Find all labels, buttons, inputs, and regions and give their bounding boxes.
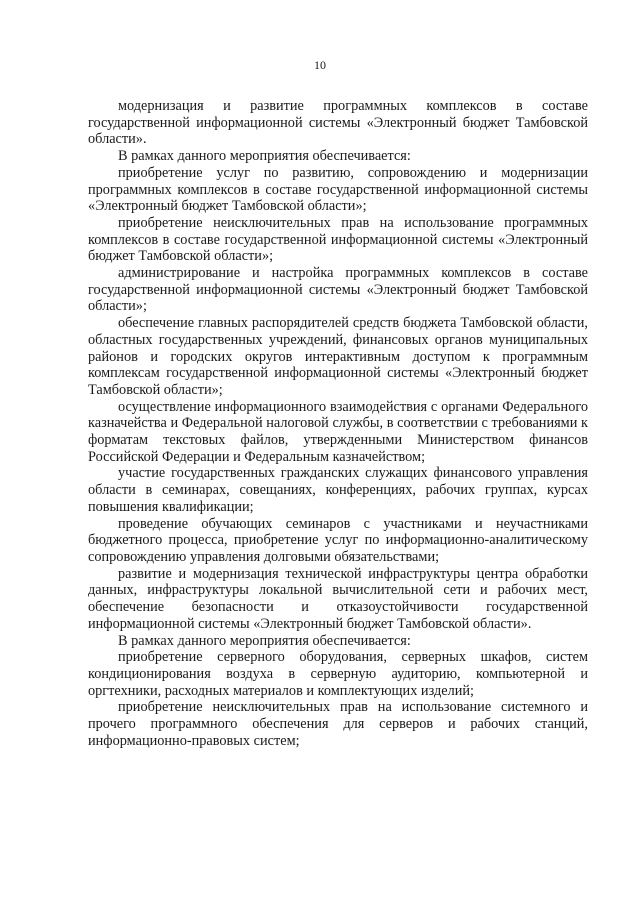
- paragraph: участие государственных гражданских служащих финансового управления области в семинарах, совещаниях, конференциях, рабочих группах, курсах повышения квалификации;: [88, 465, 588, 515]
- document-body: [88, 98, 588, 749]
- paragraph: В рамках данного мероприятия обеспечивается:: [118, 632, 411, 649]
- paragraph: администрирование и настройка программных комплексов в составе государственной информационной системы «Электронный бюджет Тамбовской области»;: [88, 265, 588, 315]
- paragraph: приобретение серверного оборудования, серверных шкафов, систем кондиционирования воздуха в серверную аудиторию, компьютерной и оргтехники, расходных материалов и комплектующих изделий;: [88, 649, 588, 699]
- paragraph: модернизация и развитие программных комплексов в составе государственной информационной системы «Электронный бюджет Тамбовской области».: [88, 98, 588, 148]
- paragraph: приобретение услуг по развитию, сопровождению и модернизации программных комплексов в составе государственной информационной системы «Электронный бюджет Тамбовской области»;: [88, 164, 588, 215]
- paragraph: В рамках данного мероприятия обеспечивается:: [118, 148, 411, 165]
- paragraph: приобретение неисключительных прав на использование программных комплексов в составе государственной информационной системы «Электронный бюджет Тамбовской области»;: [88, 214, 588, 265]
- paragraph: обеспечение главных распорядителей средств бюджета Тамбовской области, областных государственных учреждений, финансовых органов муниципальных районов и городских округов интерактивным доступом к программным комплексам государственной информационной системы «Электронный бюджет Тамбовской области»;: [88, 315, 588, 398]
- paragraph: приобретение неисключительных прав на использование системного и прочего программного обеспечения для серверов и рабочих станций, информационно-правовых систем;: [88, 699, 588, 749]
- page-number: 10: [314, 58, 326, 72]
- paragraph: осуществление информационного взаимодействия с органами Федерального казначейства и Федеральной налоговой службы, в соответствии с требованиями к форматам текстовых файлов, утвержденными Министерством финансов Российской Федерации и Федеральным казначейством;: [88, 398, 588, 465]
- paragraph: развитие и модернизация технической инфраструктуры центра обработки данных, инфраструктуры локальной вычислительной сети и рабочих мест, обеспечение безопасности и отказоустойчивости государственной информационной системы «Электронный бюджет Тамбовской области».: [88, 565, 588, 632]
- paragraph: проведение обучающих семинаров с участниками и неучастниками бюджетного процесса, приобретение услуг по информационно-аналитическому сопровождению управления долговыми обязательствами;: [88, 515, 588, 565]
